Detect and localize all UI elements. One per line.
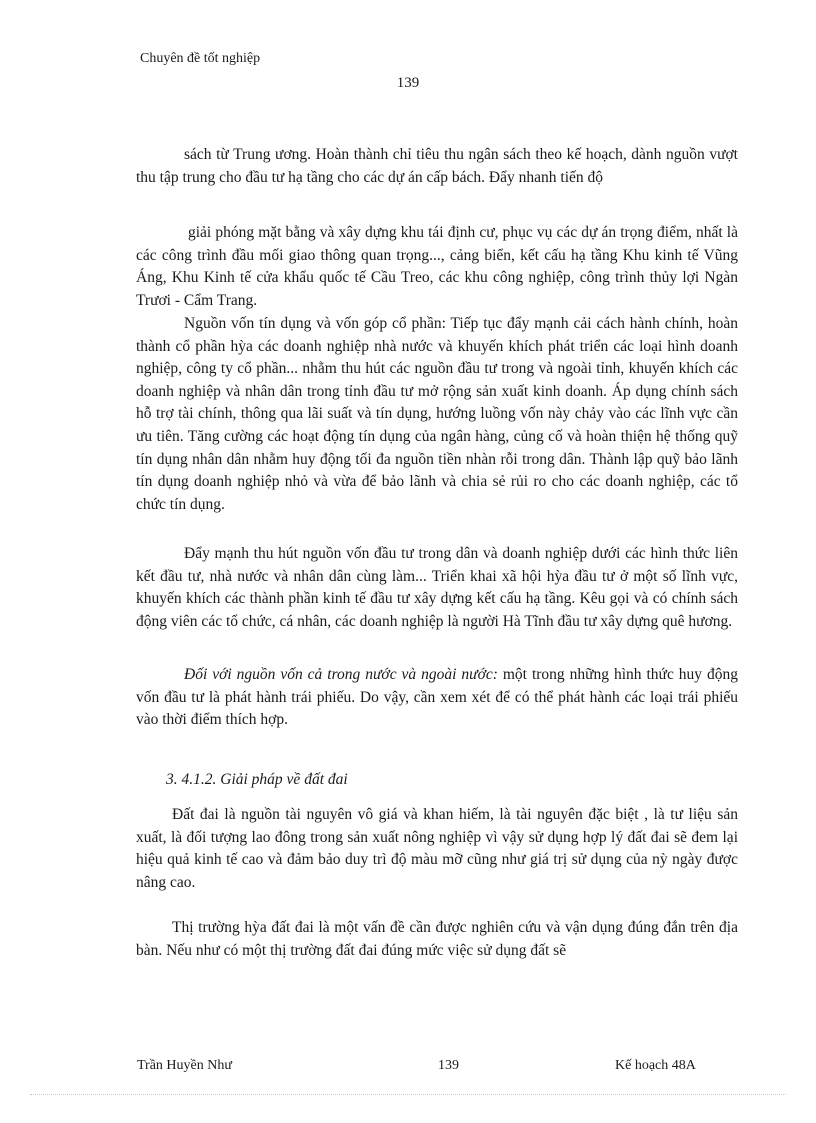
paragraph-7: Thị trường hỳa đất đai là một vấn đề cần được nghiên cứu và vận dụng đúng đắn trên địa bàn. Nếu như có một thị trường đất đai đúng mức việc sử dụng đất sẽ <box>136 919 738 959</box>
header-page-number: 139 <box>396 75 420 91</box>
paragraph-5-body: một trong những hình thức huy động vốn đầu tư là phát hành trái phiếu. Do vậy, cần xem xét để có thể phát hành các loại trái phiếu vào thời điểm thích hợp. <box>136 666 739 729</box>
paragraph-5-italic-lead: Đối với nguồn vốn cả trong nước và ngoài nước: <box>184 666 498 683</box>
paragraph-4: Đẩy mạnh thu hút nguồn vốn đầu tư trong dân và doanh nghiệp dưới các hình thức liên kết đầu tư, nhà nước và nhân dân cùng làm... Triển khai xã hội hỳa đầu tư ở một số lĩnh vực, khuyến khích các thành phần kinh tế đầu tư xây dựng kết cấu hạ tầng. Kêu gọi và có chính sách động viên các tổ chức, cá nhân, các doanh nghiệp là người Hà Tĩnh đầu tư xây dựng quê hương. <box>136 545 738 630</box>
paragraph-3: Nguồn vốn tín dụng và vốn góp cổ phần: Tiếp tục đẩy mạnh cải cách hành chính, hoàn thành cổ phần hỳa các doanh nghiệp nhà nước và khuyến khích phát triển các loại hình doanh nghiệp, công ty cổ phần... nhằm thu hút các nguồn đầu tư trong và ngoài tỉnh, khuyến khích các doanh nghiệp và nhân dân trong tỉnh đầu tư mở rộng sản xuất kinh doanh. Áp dụng chính sách hỗ trợ tài chính, thông qua lãi suất và tín dụng, hướng luồng vốn này chảy vào các lĩnh vực cần ưu tiên. Tăng cường các hoạt động tín dụng của ngân hàng, củng cố và hoàn thiện hệ thống quỹ tín dụng nhân dân nhằm huy động tối đa nguồn tiền nhàn rỗi trong dân. Thành lập quỹ bảo lãnh tín dụng doanh nghiệp nhỏ và vừa để bảo lãnh và chia sẻ rủi ro cho các doanh nghiệp, các tổ chức tín dụng. <box>136 315 738 513</box>
footer-page-number: 139 <box>438 1058 459 1073</box>
footer-author: Trần Huyền Như <box>137 1058 232 1073</box>
section-heading: 3. 4.1.2. Giải pháp về đất đai <box>166 771 348 788</box>
paragraph-1: sách từ Trung ương. Hoàn thành chỉ tiêu thu ngân sách theo kế hoạch, dành nguồn vượt thu tập trung cho đầu tư hạ tầng cho các dự án cấp bách. Đẩy nhanh tiến độ <box>136 146 738 186</box>
bottom-dotted-rule <box>30 1094 786 1095</box>
footer-class: Kế hoạch 48A <box>615 1058 696 1073</box>
paragraph-2: giải phóng mặt bằng và xây dựng khu tái định cư, phục vụ các dự án trọng điểm, nhất là các công trình đầu mối giao thông quan trọng..., cảng biển, kết cấu hạ tầng Khu kinh tế Vũng Áng, Khu Kinh tế cửa khẩu quốc tế Cầu Treo, các khu công nghiệp, công trình thủy lợi Ngàn Trươi - Cẩm Trang. <box>136 224 738 309</box>
paragraph-5 <box>136 664 738 732</box>
paragraph-6: Đất đai là nguồn tài nguyên vô giá và khan hiếm, là tài nguyên đặc biệt , là tư liệu sản xuất, là đối tượng lao đông trong sản xuất nông nghiệp vì vậy sử dụng hợp lý đất đai sẽ đem lại hiệu quả kinh tế cao và đảm bảo duy trì độ màu mỡ cũng như giá trị sử dụng của nỳ ngày được nâng cao. <box>136 806 738 891</box>
header-title: Chuyên đề tốt nghiệp <box>140 51 261 66</box>
